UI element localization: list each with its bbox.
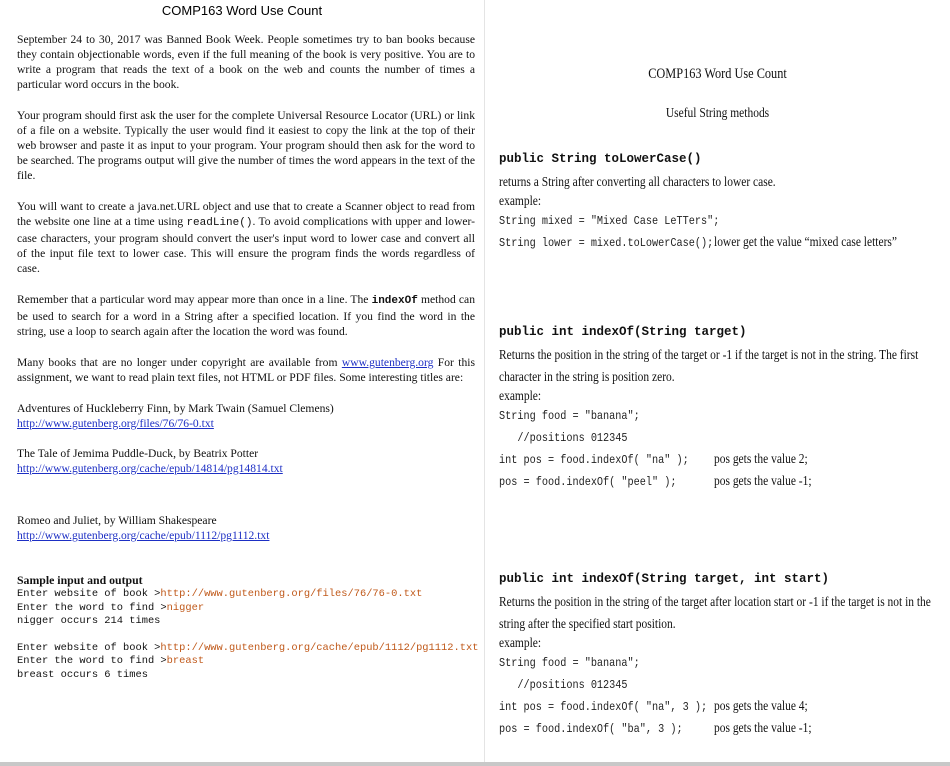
code-line: //positions 012345: [499, 431, 628, 445]
io-line: [17, 602, 475, 616]
sample-run-2: [17, 641, 479, 683]
io-user-input: breast: [166, 655, 205, 667]
method-description: Returns the position in the string of the target or -1 if the target is not in the string. The first character in the string is position zero.: [499, 348, 919, 385]
book-link[interactable]: http://www.gutenberg.org/files/76/76-0.txt: [17, 417, 214, 430]
code-line: String food = "banana";: [499, 409, 640, 423]
io-result: nigger occurs 214 times: [17, 615, 161, 627]
code-line: int pos = food.indexOf( "na", 3 ); pos gets the value 4;: [499, 696, 939, 718]
io-result: breast occurs 6 times: [17, 668, 148, 681]
p5-text-after: For this assignment, we want to read plain text files, not HTML or PDF files. Some interesting titles are:: [17, 356, 475, 384]
io-prompt: Enter the word to find >: [17, 601, 167, 614]
sample-run-1: [17, 588, 475, 629]
paragraph-url-object: [17, 199, 475, 276]
right-page-subtitle: Useful String methods: [665, 106, 770, 121]
paragraph-program-input: Your program should first ask the user for the complete Universal Resource Locator (URL) or link of a file on a website. Typically the user would find it easiest to copy the link at the top of their web browser and paste it as input to your program. Your program should then ask for the word to be searched. The programs output will give the number of times the word appears in the text of the file.: [17, 109, 475, 182]
p5-text-before: Many books that are no longer under copyright are available from: [17, 356, 342, 369]
method-description: returns a String after converting all characters to lower case.: [499, 175, 776, 190]
left-page-title: COMP163 Word Use Count: [161, 3, 323, 18]
paragraph-gutenberg: [17, 355, 475, 385]
p4-text-after: method can be used to search for a word in a String after a specified location. If you find the word in the string, use a loop to search again after the location the word was found.: [17, 293, 476, 338]
code-note: pos gets the value 4;: [714, 699, 808, 714]
code-line: String food = "banana";: [499, 656, 640, 670]
method-description: Returns the position in the string of the target after location start or -1 if the target is not in the string after the specified start position.: [499, 595, 931, 632]
method-signature: public String toLowerCase(): [499, 152, 702, 166]
book-entry-jemima-puddle-duck: [17, 446, 475, 476]
code-line: String mixed = "Mixed Case LeTTers";: [499, 214, 720, 228]
right-document-page: [485, 0, 950, 766]
io-user-input: http://www.gutenberg.org/files/76/76-0.txt: [160, 588, 423, 600]
io-prompt: Enter website of book >: [17, 641, 161, 654]
example-label: example:: [499, 636, 542, 651]
code-note: lower get the value “mixed case letters”: [714, 235, 897, 250]
io-line: [17, 588, 475, 602]
method-indexof-start: [499, 572, 939, 740]
p3-text-after: . To avoid complications with upper and lower-case characters, your program should convert the user's input word to lower case and convert all of the input file text to lower case. This will ensure the program finds the words regardless of case.: [17, 215, 475, 275]
method-signature: public int indexOf(String target): [499, 325, 747, 339]
paragraph-banned-book-week: September 24 to 30, 2017 was Banned Book Week. People sometimes try to ban books because they contain objectionable words, even if the full meaning of the book is very positive. You are to write a program that reads the text of a book on the web and counts the number of times a particular word occurs in the book.: [17, 33, 475, 91]
code-line: int pos = food.indexOf( "na" ); pos gets the value 2;: [499, 449, 939, 471]
book-link[interactable]: http://www.gutenberg.org/cache/epub/14814/pg14814.txt: [17, 462, 283, 475]
book-title: The Tale of Jemima Puddle-Duck, by Beatrix Potter: [17, 447, 259, 460]
code-line: pos = food.indexOf( "peel" ); pos gets the value -1;: [499, 471, 939, 493]
code-line: //positions 012345: [499, 678, 628, 692]
book-title: Adventures of Huckleberry Finn, by Mark Twain (Samuel Clemens): [17, 402, 334, 415]
example-label: example:: [499, 194, 542, 209]
example-label: example:: [499, 389, 542, 404]
io-line: [17, 655, 475, 669]
method-signature: public int indexOf(String target, int start): [499, 572, 830, 586]
p4-text-before: Remember that a particular word may appear more than once in a line. The: [17, 293, 372, 306]
code-note: pos gets the value 2;: [714, 452, 808, 467]
io-prompt: Enter website of book >: [17, 588, 161, 600]
paragraph-indexof: [17, 292, 475, 339]
method-indexof: [499, 325, 939, 493]
io-prompt: Enter the word to find >: [17, 655, 167, 667]
right-page-title: COMP163 Word Use Count: [648, 66, 787, 82]
p3-text-before: You will want to create a java.net.URL object and use that to create a Scanner object to read from the website one line at a time using: [17, 200, 475, 228]
io-user-input: nigger: [166, 601, 205, 614]
code-note: pos gets the value -1;: [714, 474, 812, 489]
book-link[interactable]: http://www.gutenberg.org/cache/epub/1112/pg1112.txt: [17, 529, 270, 542]
book-entry-huckleberry-finn: [17, 401, 475, 431]
code-line: String lower = mixed.toLowerCase(); lower get the value “mixed case letters”: [499, 232, 939, 254]
gutenberg-link[interactable]: www.gutenberg.org: [341, 356, 434, 369]
left-page-body: [17, 32, 479, 682]
viewer-bottom-edge: [0, 762, 950, 766]
code-note: pos gets the value -1;: [714, 721, 812, 736]
book-entry-romeo-and-juliet: [17, 513, 475, 543]
io-line: [17, 641, 479, 656]
sample-io-heading: Sample input and output: [17, 573, 143, 587]
readline-code: readLine(): [186, 217, 253, 229]
book-title: Romeo and Juliet, by William Shakespeare: [17, 514, 217, 527]
io-user-input: http://www.gutenberg.org/cache/epub/1112/pg1112.txt: [160, 641, 479, 654]
code-line: pos = food.indexOf( "ba", 3 ); pos gets the value -1;: [499, 718, 939, 740]
method-tolowercase: [499, 152, 939, 254]
indexof-code: indexOf: [371, 295, 418, 307]
